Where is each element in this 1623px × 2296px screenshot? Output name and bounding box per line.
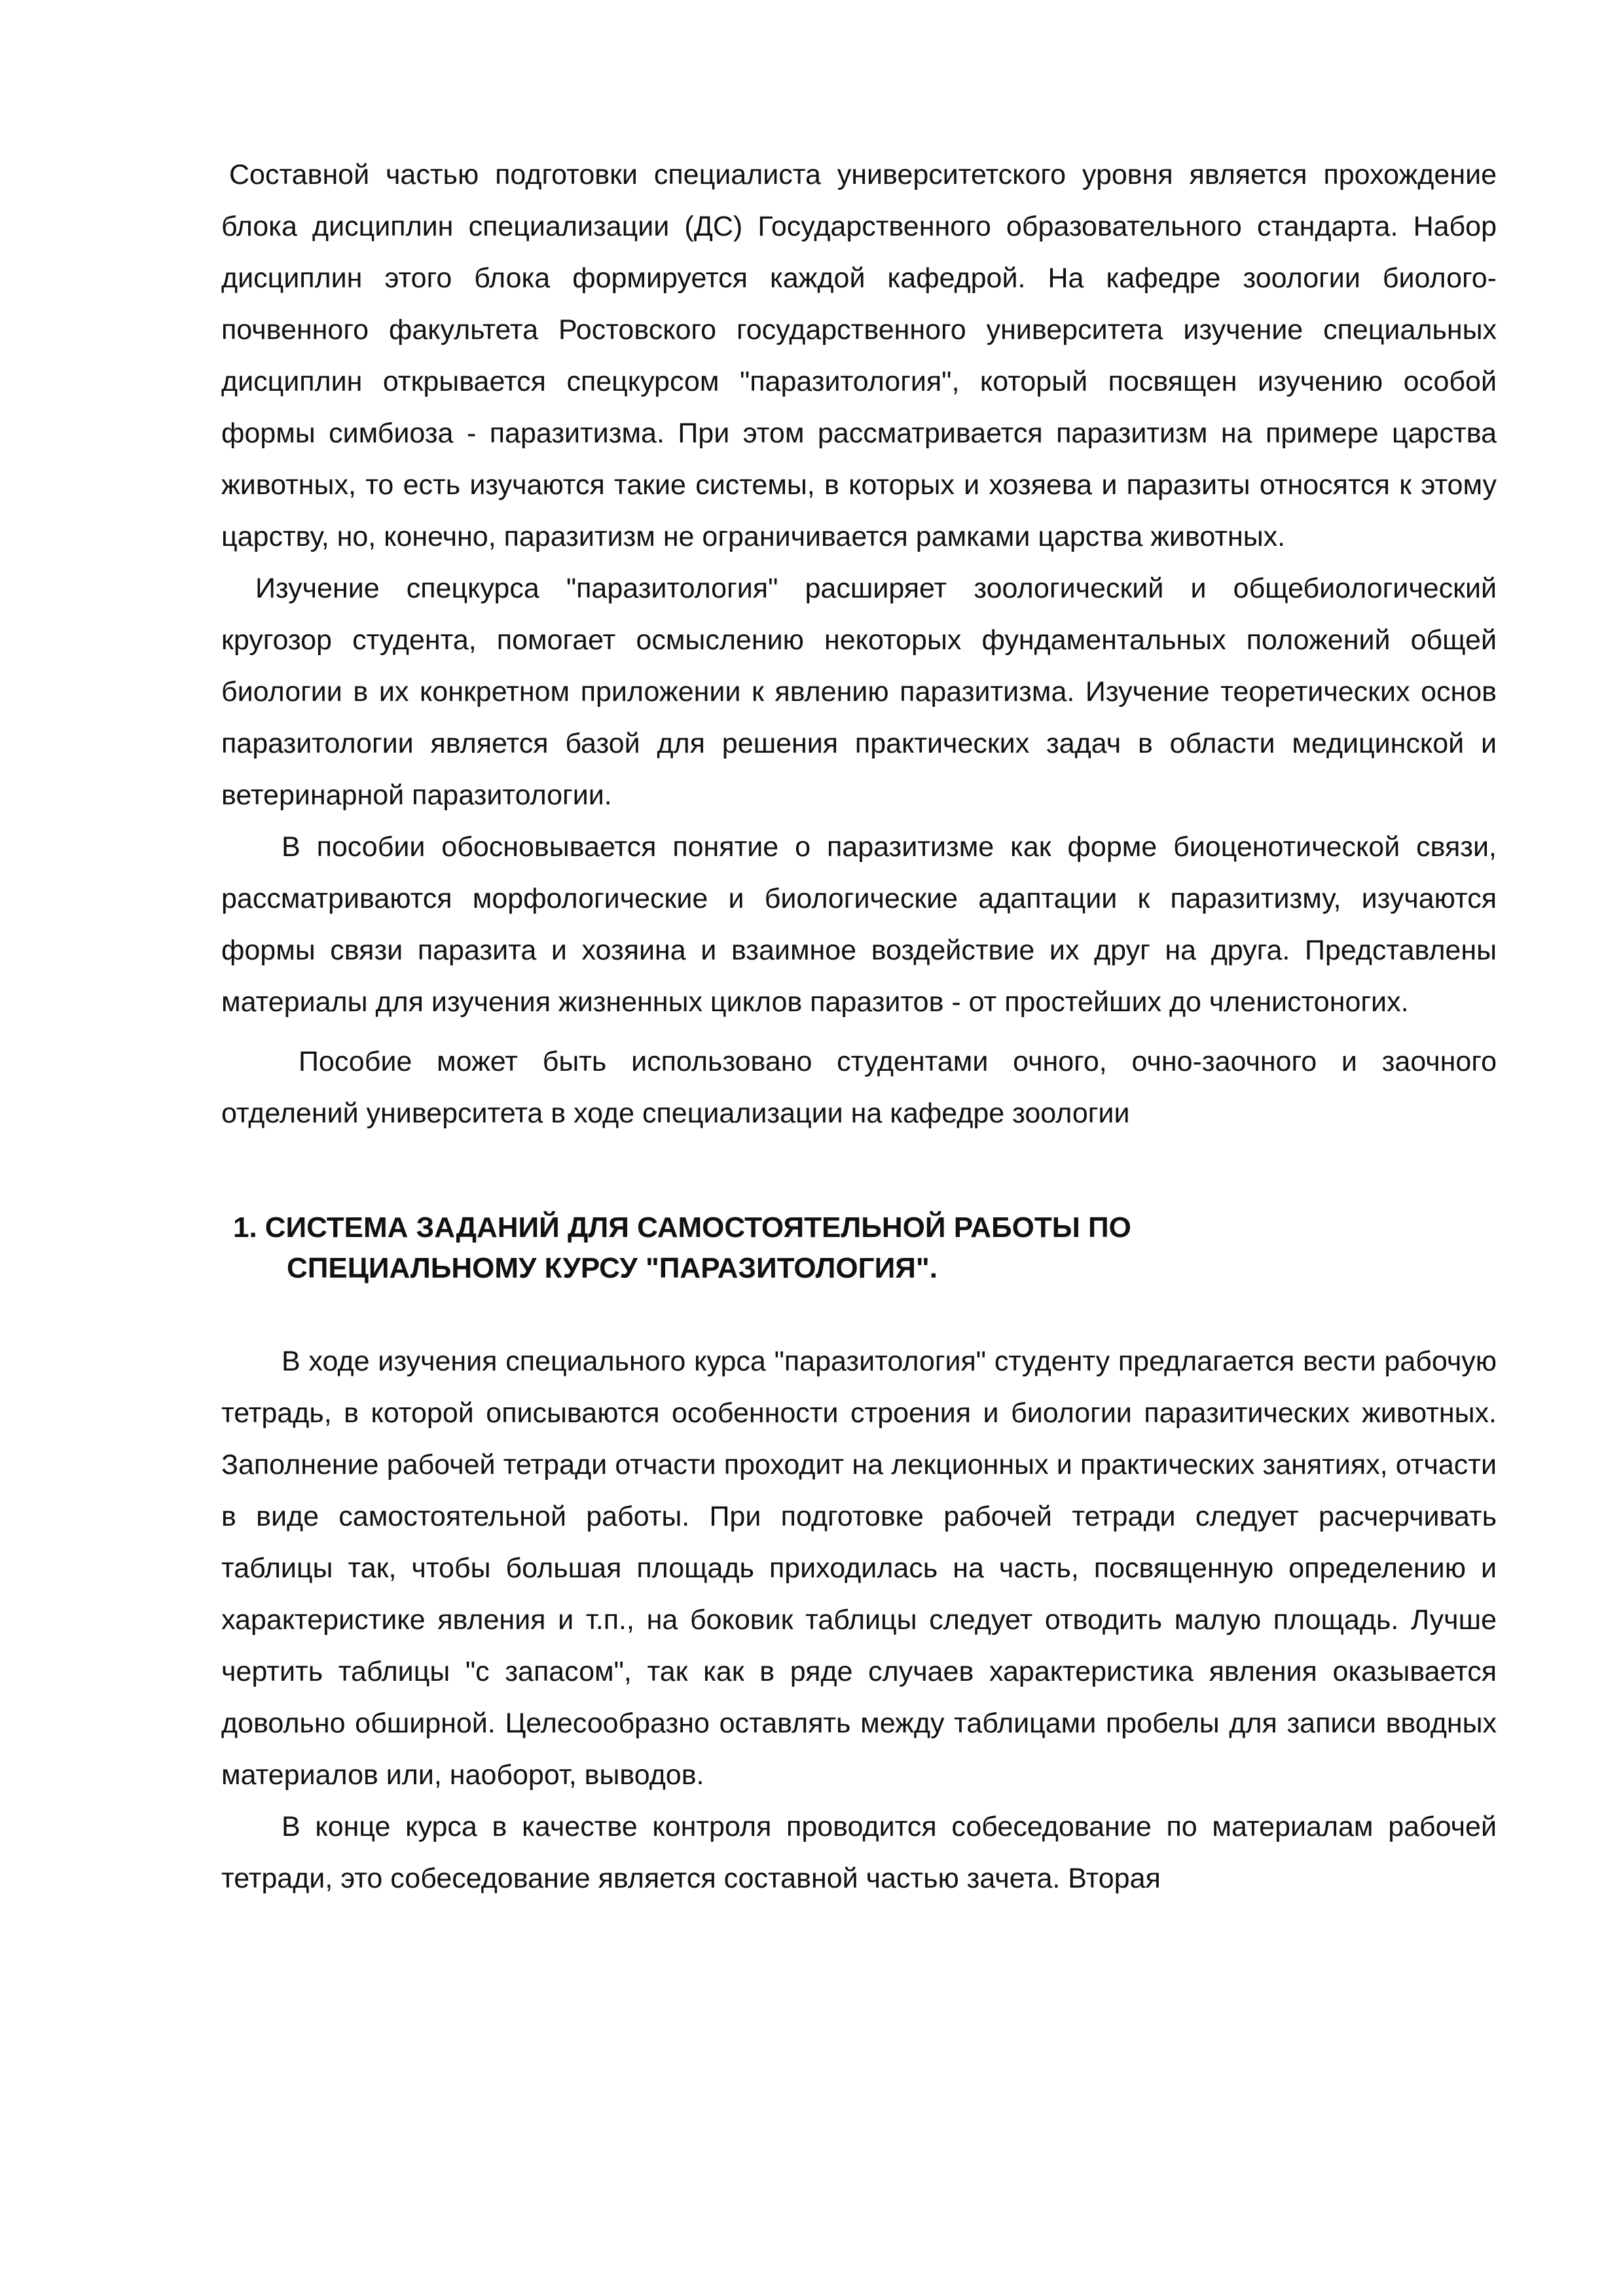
- paragraph-section-2: В конце курса в качестве контроля проводится собеседование по материалам рабочей тетради, это собеседование является составной частью зачета. Вторая: [221, 1811, 1497, 1894]
- document-body: [221, 149, 1497, 1905]
- paragraph-section-1: В ходе изучения специального курса "паразитология" студенту предлагается вести рабочую тетрадь, в которой описываются особенности строения и биологии паразитических животных. Заполнение рабочей тетради отчасти проходит на лекционных и практических занятиях, отчасти в виде самостоятельной работы. При подготовке рабочей тетради следует расчерчивать таблицы так, чтобы большая площадь приходилась на часть, посвященную определению и характеристике явления и т.п., на боковик таблицы следует отводить малую площадь. Лучше чертить таблицы "с запасом", так как в ряде случаев характеристика явления оказывается довольно обширной. Целесообразно оставлять между таблицами пробелы для записи вводных материалов или, наоборот, выводов.: [221, 1346, 1497, 1791]
- paragraph-intro-3: В пособии обосновывается понятие о паразитизме как форме биоценотической связи, рассматриваются морфологические и биологические адаптации к паразитизму, изучаются формы связи паразита и хозяина и взаимное воздействие их друг на друга. Представлены материалы для изучения жизненных циклов паразитов - от простейших до членистоногих.: [221, 831, 1497, 1018]
- paragraph-intro-4: Пособие может быть использовано студентами очного, очно-заочного и заочного отделений университета в ходе специализации на кафедре зоологии: [221, 1046, 1497, 1129]
- section-heading-line1: СИСТЕМА ЗАДАНИЙ ДЛЯ САМОСТОЯТЕЛЬНОЙ РАБОТЫ ПО: [264, 1211, 1131, 1244]
- paragraph-intro-2: Изучение спецкурса "паразитология" расширяет зоологический и общебиологический кругозор студента, помогает осмыслению некоторых фундаментальных положений общей биологии в их конкретном приложении к явлению паразитизма. Изучение теоретических основ паразитологии является базой для решения практических задач в области медицинской и ветеринарной паразитологии.: [221, 573, 1497, 811]
- section-number: 1.: [233, 1211, 257, 1244]
- section-heading-line2: СПЕЦИАЛЬНОМУ КУРСУ "ПАРАЗИТОЛОГИЯ".: [287, 1252, 938, 1284]
- paragraph-intro-1: Составной частью подготовки специалиста университетского уровня является прохождение блока дисциплин специализации (ДС) Государственного образовательного стандарта. Набор дисциплин этого блока формируется каждой кафедрой. На кафедре зоологии биолого-почвенного факультета Ростовского государственного университета изучение специальных дисциплин открывается спецкурсом "паразитология", который посвящен изучению особой формы симбиоза - паразитизма. При этом рассматривается паразитизм на примере царства животных, то есть изучаются такие системы, в которых и хозяева и паразиты относятся к этому царству, но, конечно, паразитизм не ограничивается рамками царства животных.: [221, 159, 1497, 552]
- section-heading: [221, 1208, 1497, 1289]
